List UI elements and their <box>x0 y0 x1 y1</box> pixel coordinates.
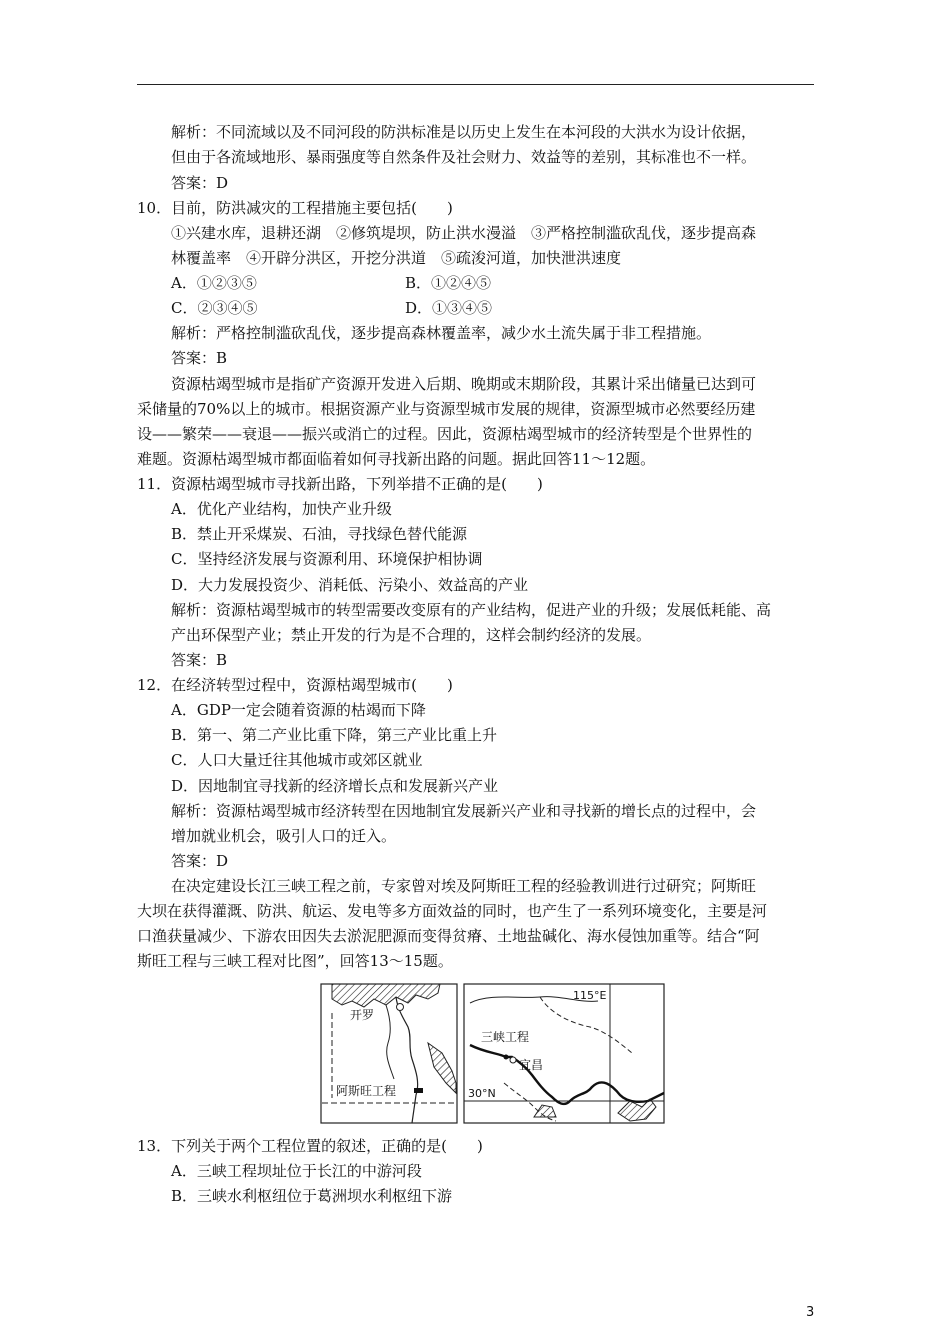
q13-option-b: B．三峡水利枢纽位于葛洲坝水利枢纽下游 <box>171 1187 453 1205</box>
passage-13-15-line2: 大坝在获得灌溉、防洪、航运、发电等多方面效益的同时，也产生了一系列环境变化，主要是河 <box>137 902 768 920</box>
q10-analysis: 解析：严格控制滥砍乱伐，逐步提高森林覆盖率，减少水土流失属于非工程措施。 <box>171 324 712 342</box>
q12-answer: 答案：D <box>171 852 229 870</box>
map-label-sanxia: 三峡工程 <box>481 1030 530 1044</box>
q9-answer: 答案：D <box>171 174 229 192</box>
q11-option-b: B．禁止开采煤炭、石油，寻找绿色替代能源 <box>171 525 468 543</box>
q10-option-a: A．①②③⑤ <box>171 274 257 292</box>
passage-11-12-line3: 设——繁荣——衰退——振兴或消亡的过程。因此，资源枯竭型城市的经济转型是个世界性的 <box>137 425 753 443</box>
q11-analysis-line2: 产出环保型产业；禁止开发的行为是不合理的，这样会制约经济的发展。 <box>171 626 652 644</box>
q10-answer: 答案：B <box>171 349 228 367</box>
passage-11-12-line1: 资源枯竭型城市是指矿产资源开发进入后期、晚期或末期阶段，其累计采出储量已达到可 <box>171 375 757 393</box>
q10-stem: 10．目前，防洪减灾的工程措施主要包括( ) <box>137 199 453 217</box>
map-label-30n: 30°N <box>468 1087 496 1100</box>
q12-option-a: A．GDP一定会随着资源的枯竭而下降 <box>171 701 426 719</box>
q13-stem: 13．下列关于两个工程位置的叙述，正确的是( ) <box>137 1137 483 1155</box>
q11-option-d: D．大力发展投资少、消耗低、污染小、效益高的产业 <box>171 576 529 594</box>
q9-analysis-line2: 但由于各流域地形、暴雨强度等自然条件及社会财力、效益等的差别，其标准也不一样。 <box>171 148 757 166</box>
header-rule <box>137 84 814 85</box>
passage-13-15-line3: 口渔获量减少、下游农田因失去淤泥肥源而变得贫瘠、土地盐碱化、海水侵蚀加重等。结合“阿 <box>137 927 760 945</box>
q9-analysis-line1: 解析：不同流域以及不同河段的防洪标准是以历史上发生在本河段的大洪水为设计依据， <box>171 123 757 141</box>
q10-items-line1: ①兴建水库，退耕还湖 ②修筑堤坝，防止洪水漫溢 ③严格控制滥砍乱伐，逐步提高森 <box>171 224 757 242</box>
q10-option-c: C．②③④⑤ <box>171 299 258 317</box>
comparison-map-figure <box>320 983 665 1125</box>
q11-option-c: C．坚持经济发展与资源利用、环境保护相协调 <box>171 550 483 568</box>
map-label-aswan: 阿斯旺工程 <box>336 1084 397 1098</box>
passage-13-15-line4: 斯旺工程与三峡工程对比图”，回答13～15题。 <box>137 952 453 970</box>
q12-analysis-line2: 增加就业机会，吸引人口的迁入。 <box>171 827 397 845</box>
map-label-yichang: 宜昌 <box>519 1058 544 1072</box>
q10-option-b: B．①②④⑤ <box>405 274 492 292</box>
passage-11-12-line2: 采储量的70%以上的城市。根据资源产业与资源型城市发展的规律，资源型城市必然要经历建 <box>137 400 756 418</box>
q11-answer: 答案：B <box>171 651 228 669</box>
aswan-map-panel <box>321 984 457 1123</box>
q12-stem: 12．在经济转型过程中，资源枯竭型城市( ) <box>137 676 453 694</box>
page-number: 3 <box>806 1305 815 1320</box>
q11-stem: 11．资源枯竭型城市寻找新出路，下列举措不正确的是( ) <box>137 475 543 493</box>
q10-items-line2: 林覆盖率 ④开辟分洪区，开挖分洪道 ⑤疏浚河道，加快泄洪速度 <box>171 249 622 267</box>
q11-analysis-line1: 解析：资源枯竭型城市的转型需要改变原有的产业结构，促进产业的升级；发展低耗能、高 <box>171 601 772 619</box>
q12-option-b: B．第一、第二产业比重下降，第三产业比重上升 <box>171 726 498 744</box>
map-label-115e: 115°E <box>573 989 607 1002</box>
q12-analysis-line1: 解析：资源枯竭型城市经济转型在因地制宜发展新兴产业和寻找新的增长点的过程中，会 <box>171 802 757 820</box>
passage-11-12-line4: 难题。资源枯竭型城市都面临着如何寻找新出路的问题。据此回答11～12题。 <box>137 450 656 468</box>
q11-option-a: A．优化产业结构，加快产业升级 <box>171 500 392 518</box>
passage-13-15-line1: 在决定建设长江三峡工程之前，专家曾对埃及阿斯旺工程的经验教训进行过研究；阿斯旺 <box>171 877 757 895</box>
map-label-cairo: 开罗 <box>350 1008 375 1022</box>
q13-option-a: A．三峡工程坝址位于长江的中游河段 <box>171 1162 422 1180</box>
q10-option-d: D．①③④⑤ <box>405 299 493 317</box>
q12-option-d: D．因地制宜寻找新的经济增长点和发展新兴产业 <box>171 777 499 795</box>
sanxia-map-panel <box>464 984 664 1123</box>
q12-option-c: C．人口大量迁往其他城市或郊区就业 <box>171 751 423 769</box>
